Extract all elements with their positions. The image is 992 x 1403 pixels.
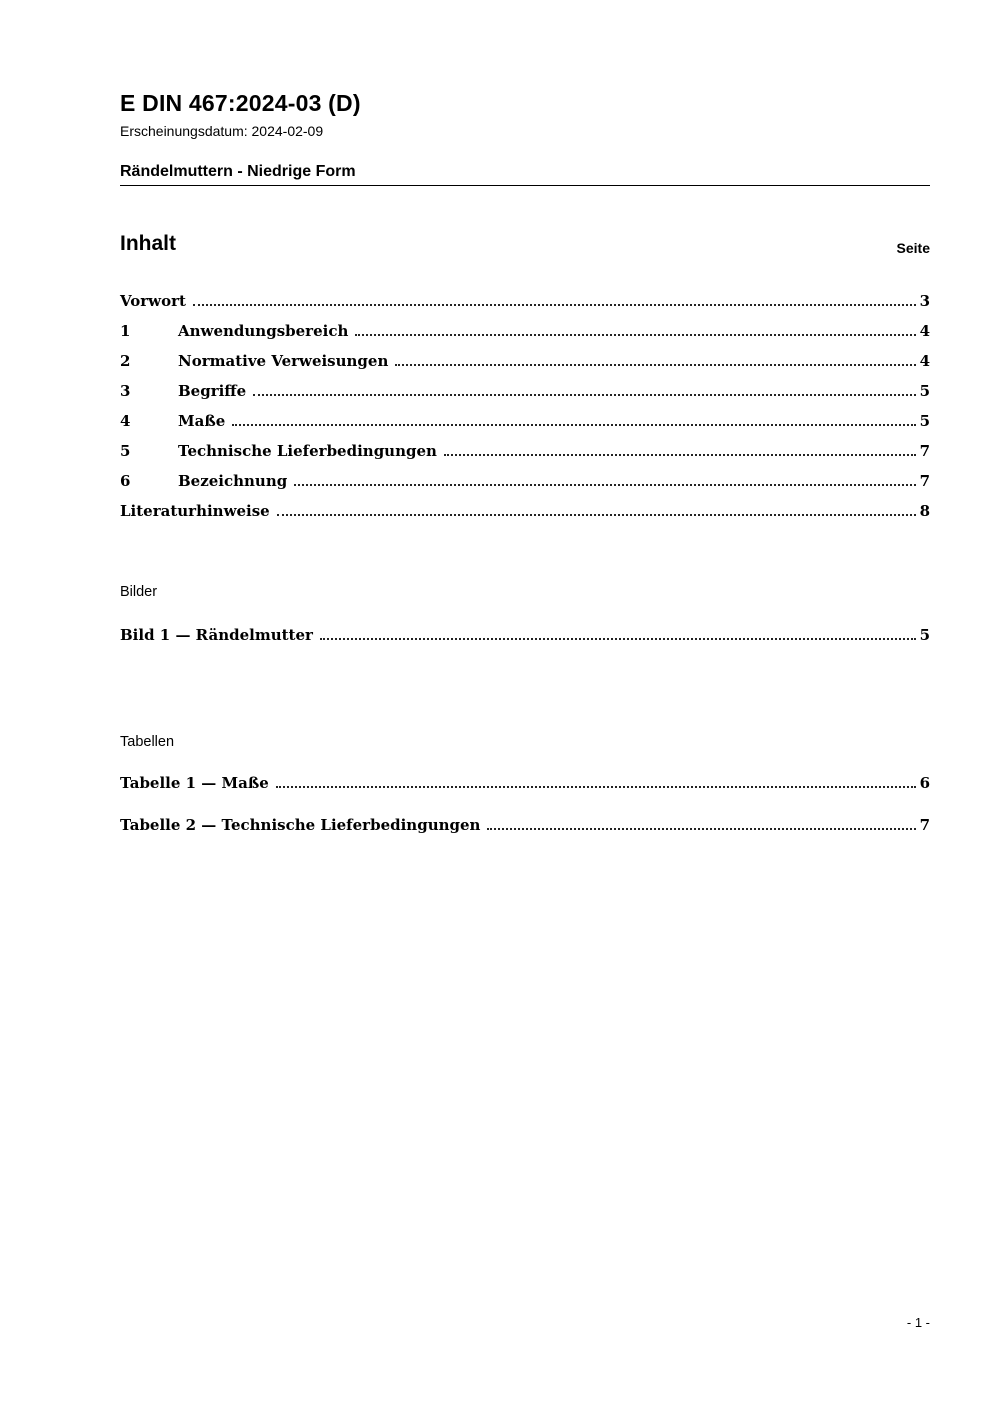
toc-header: [120, 232, 930, 256]
dotted-leader: [193, 304, 916, 306]
bilder-entry-1: [120, 626, 930, 656]
toc-entry-label: Bild 1 — Rändelmutter: [120, 626, 313, 644]
toc-entry-vorwort: [120, 292, 930, 322]
toc-entry-label: Begriffe: [178, 382, 247, 400]
toc-entry-page: 6: [919, 774, 930, 792]
toc-entry-label: Anwendungsbereich: [178, 322, 349, 340]
dotted-leader: [277, 514, 916, 516]
toc-entry-page: 5: [919, 382, 930, 400]
toc-entry-label: Literaturhinweise: [120, 502, 270, 520]
toc-entry-1: [120, 322, 930, 352]
toc-entry-page: 5: [919, 626, 930, 644]
toc-entry-label: Tabelle 1 — Maße: [120, 774, 269, 792]
toc-entry-6: [120, 472, 930, 502]
toc-entry-label: Vorwort: [120, 292, 186, 310]
document-id: E DIN 467:2024-03 (D): [120, 90, 361, 116]
page-number: - 1 -: [906, 1315, 930, 1330]
bilder-entry-list: [120, 626, 930, 656]
dotted-leader: [276, 786, 916, 788]
toc-entry-2: [120, 352, 930, 382]
toc-entry-label: Normative Verweisungen: [178, 352, 389, 370]
tabellen-entry-1: [120, 774, 930, 816]
toc-entry-page: 7: [919, 442, 930, 460]
toc-entry-page: 7: [919, 816, 930, 834]
toc-entry-3: [120, 382, 930, 412]
dotted-leader: [253, 394, 915, 396]
bilder-heading: Bilder: [120, 584, 158, 600]
toc-entry-number: 6: [120, 472, 131, 490]
toc-entry-page: 5: [919, 412, 930, 430]
toc-entry-label: Bezeichnung: [178, 472, 288, 490]
toc-entry-label: Tabelle 2 — Technische Lieferbedingungen: [120, 816, 481, 834]
dotted-leader: [294, 484, 915, 486]
toc-entry-4: [120, 412, 930, 442]
document-page: [120, 0, 930, 1403]
dotted-leader: [320, 638, 916, 640]
toc-entry-5: [120, 442, 930, 472]
dotted-leader: [232, 424, 915, 426]
toc-entry-page: 3: [919, 292, 930, 310]
toc-entry-page: 7: [919, 472, 930, 490]
toc-entry-page: 4: [919, 352, 930, 370]
toc-entry-number: 1: [120, 322, 131, 340]
toc-entry-list: [120, 292, 930, 532]
toc-page-column-label: Seite: [896, 240, 930, 256]
tabellen-entry-2: [120, 816, 930, 858]
toc-entry-label: Maße: [178, 412, 226, 430]
toc-entry-number: 5: [120, 442, 131, 460]
release-date: Erscheinungsdatum: 2024-02-09: [120, 123, 324, 139]
toc-entry-number: 3: [120, 382, 131, 400]
toc-entry-page: 4: [919, 322, 930, 340]
tabellen-entry-list: [120, 774, 930, 858]
toc-entry-number: 2: [120, 352, 131, 370]
dotted-leader: [395, 364, 915, 366]
toc-entry-label: Technische Lieferbedingungen: [178, 442, 437, 460]
toc-entry-literaturhinweise: [120, 502, 930, 532]
toc-entry-number: 4: [120, 412, 131, 430]
dotted-leader: [444, 454, 916, 456]
dotted-leader: [487, 828, 915, 830]
toc-title: Inhalt: [120, 232, 176, 255]
document-subtitle: Rändelmuttern - Niedrige Form: [120, 163, 930, 186]
dotted-leader: [355, 334, 915, 336]
tabellen-heading: Tabellen: [120, 734, 175, 750]
toc-entry-page: 8: [919, 502, 930, 520]
